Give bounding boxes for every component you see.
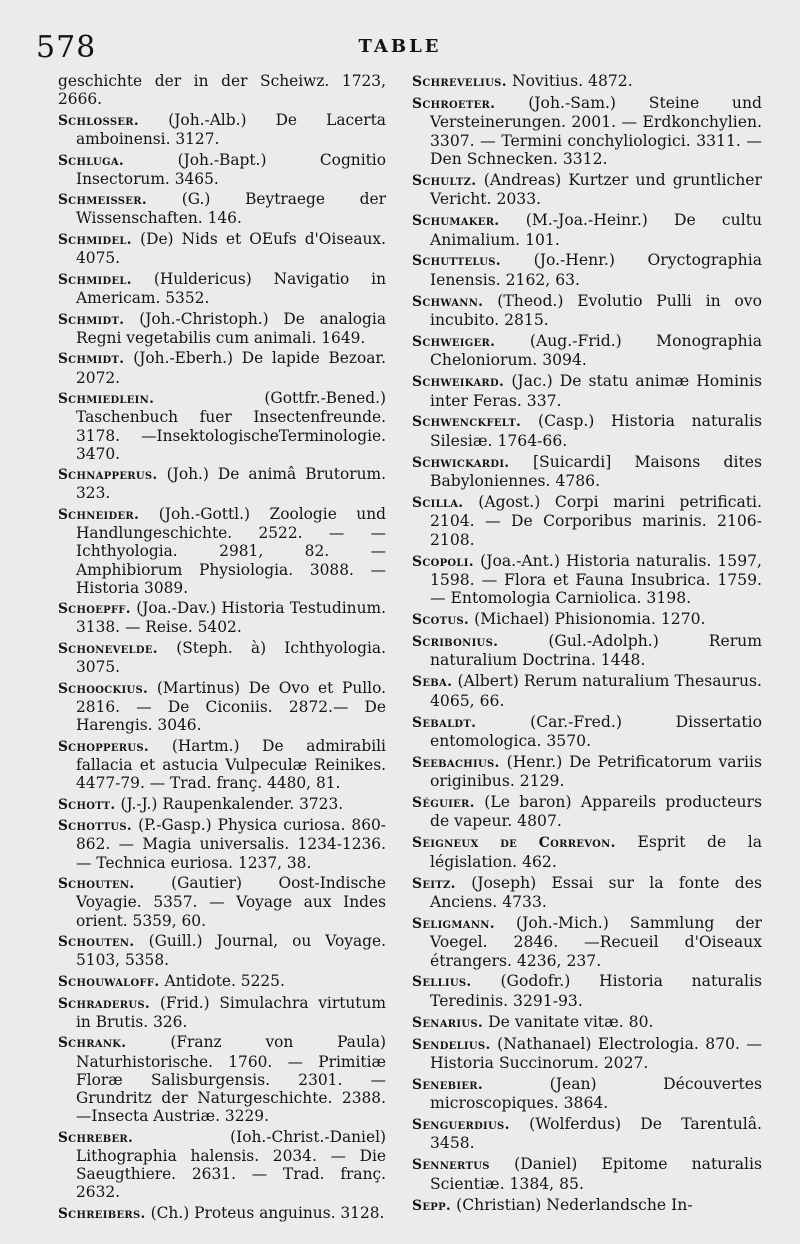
index-entry — [58, 465, 386, 502]
entry-headword: Sendelius. — [412, 1036, 491, 1053]
index-entry — [58, 190, 386, 227]
entry-headword: Sennertus — [412, 1157, 490, 1174]
entry-headword: Seba. — [412, 674, 453, 691]
entry-headword: Schmidel. — [58, 232, 132, 249]
entry-text: (Joh.-Alb.) De Lacerta amboinensi. 3127. — [76, 110, 386, 148]
entry-text: (Steph. à) Ichthyologia. 3075. — [76, 639, 386, 677]
entry-text: (Gul.-Adolph.) Rerum naturalium Doctrina. 1448. — [430, 632, 762, 670]
index-entry — [58, 389, 386, 463]
entry-headword: Schottus. — [58, 818, 132, 835]
entry-text: (Gottfr.-Bened.) Taschenbuch fuer Insectenfreunde. 3178. —InsektologischeTerminologie. 3470. — [76, 389, 386, 463]
entry-headword: Séguier. — [412, 795, 475, 811]
index-entry — [412, 493, 762, 549]
entry-headword: Schopperus. — [58, 738, 149, 755]
entry-headword: Schneider. — [58, 507, 140, 524]
entry-text: (Gautier) Oost-Indische Voyagie. 5357. — Voyage aux Indes orient. 5359, 60. — [76, 874, 386, 930]
entry-text: (Joh.-Sam.) Steine und Versteinerungen. 2001. — Erdkonchylien. 3307. — Termini conchyliologici. 3311. —Den Schnecken. 3312. — [430, 93, 762, 168]
index-entry — [412, 874, 762, 912]
entry-text: De vanitate vitæ. 80. — [488, 1012, 654, 1031]
entry-headword: Scopoli. — [412, 553, 474, 570]
index-entry — [58, 111, 386, 148]
entry-headword: Seligmann. — [412, 915, 495, 932]
entry-headword: Schouten. — [58, 934, 135, 951]
entry-headword: Senguerdius. — [412, 1117, 510, 1133]
index-entry — [58, 932, 386, 969]
entry-text: (Christian) Nederlandsche In- — [456, 1195, 693, 1214]
entry-headword: Schweikard. — [412, 374, 505, 391]
entry-text: (Aug.-Frid.) Monographia Cheloniorum. 3094. — [430, 331, 762, 370]
index-entry — [412, 610, 762, 629]
entry-headword: Scotus. — [412, 612, 470, 629]
index-entry — [412, 453, 762, 491]
index-entry — [58, 270, 386, 307]
index-entry — [412, 552, 762, 608]
index-entry — [412, 211, 762, 249]
entry-text: (Ch.) Proteus anguinus. 3128. — [150, 1203, 385, 1222]
entry-headword: Schultz. — [412, 172, 477, 189]
index-entry — [412, 171, 762, 209]
entry-text: (Nathanael) Electrologia. 870. — Historia Succinorum. 2027. — [430, 1034, 763, 1072]
index-entry — [58, 679, 386, 734]
entry-headword: Seebachius. — [412, 754, 500, 771]
entry-text: (Hartm.) De admirabili fallacia et astucia Vulpeculæ Reinikes. 4477-79. — Trad. franç. 4480, 81. — [76, 736, 386, 793]
entry-headword: Schwickardi. — [412, 454, 510, 471]
entry-headword: Schmidel. — [58, 271, 132, 288]
entry-text: (Henr.) De Petrificatorum variis originibus. 2129. — [430, 752, 762, 791]
page-number: 578 — [36, 30, 97, 65]
index-entry — [412, 292, 762, 330]
entry-text: (Car.-Fred.) Dissertatio entomologica. 3570. — [430, 712, 762, 750]
entry-headword: Schoepff. — [58, 601, 131, 618]
index-column-right — [412, 72, 762, 1217]
entry-text: (Theod.) Evolutio Pulli in ovo incubito. 2815. — [430, 291, 762, 329]
index-entry — [58, 1128, 386, 1202]
index-entry — [58, 816, 386, 871]
entry-text: (Jac.) De statu animæ Hominis inter Feras. 337. — [430, 372, 762, 410]
entry-text: (Wolferdus) De Tarentulâ. 3458. — [430, 1115, 762, 1153]
entry-text: geschichte der in der Scheiwz. 1723, 2666. — [58, 72, 386, 109]
index-entry — [412, 332, 762, 370]
entry-headword: Schwann. — [412, 293, 484, 310]
entry-text: (Guill.) Journal, ou Voyage. 5103, 5358. — [76, 932, 386, 970]
index-entry — [412, 793, 762, 831]
index-entry — [412, 1035, 762, 1073]
index-entry — [412, 251, 762, 289]
entry-headword: Sellius. — [412, 974, 472, 991]
entry-text: (Joa.-Dav.) Historia Testudinum. 3138. — Reise. 5402. — [76, 599, 386, 637]
entry-text: Antidote. 5225. — [164, 971, 285, 990]
index-entry — [58, 230, 386, 267]
index-entry — [412, 972, 762, 1010]
entry-headword: Sepp. — [412, 1197, 452, 1214]
index-entry — [58, 795, 386, 814]
entry-headword: Sebaldt. — [412, 714, 477, 731]
index-entry — [412, 753, 762, 791]
entry-text: (Joa.-Ant.) Historia naturalis. 1597, 1598. — Flora et Fauna Insubrica. 1759. — Entomologia Carniolica. 3198. — [430, 551, 763, 608]
index-entry — [58, 994, 386, 1031]
entry-text: (Joh.) De animâ Brutorum. 323. — [76, 465, 386, 503]
index-entry — [58, 1204, 386, 1223]
entry-headword: Schouwaloff. — [58, 973, 160, 990]
index-entry — [412, 713, 762, 751]
entry-headword: Schreibers. — [58, 1205, 146, 1222]
entry-text: (Jean) Découvertes microscopiques. 3864. — [430, 1074, 762, 1113]
index-entry — [412, 1013, 762, 1032]
entry-text: (Le baron) Appareils producteurs de vapeur. 4807. — [430, 793, 763, 831]
entry-text: (Joh.-Bapt.) Cognitio Insectorum. 3465. — [76, 150, 386, 188]
entry-headword: Schlosser. — [58, 112, 139, 129]
entry-text: (Jo.-Henr.) Oryctographia Ienensis. 2162, 63. — [430, 251, 762, 289]
entry-text: (Michael) Phisionomia. 1270. — [474, 610, 706, 629]
entry-text: (Andreas) Kurtzer und gruntlicher Vericht. 2033. — [430, 170, 762, 209]
entry-headword: Schmidt. — [58, 311, 125, 328]
index-entry — [58, 639, 386, 676]
entry-text: (Agost.) Corpi marini petrificati. 2104. — De Corporibus marinis. 2106-2108. — [430, 492, 762, 549]
entry-text: (Ioh.-Christ.-Daniel) Lithographia halensis. 2034. — Die Saeugthiere. 2631. — Trad. franç. 2632. — [76, 1127, 386, 1202]
entry-headword: Schroeter. — [412, 95, 496, 112]
entry-text: (P.-Gasp.) Physica curiosa. 860-862. — Magia universalis. 1234-1236. — Technica euriosa. 1237, 38. — [76, 816, 386, 872]
entry-text: (J.-J.) Raupenkalender. 3723. — [120, 794, 344, 813]
entry-text: Esprit de la législation. 462. — [430, 833, 763, 871]
entry-headword: Scilla. — [412, 494, 464, 511]
entry-text: (Joh.-Mich.) Sammlung der Voegel. 2846. —Recueil d'Oiseaux étrangers. 4236, 237. — [430, 913, 762, 970]
entry-text: (Joh.-Gottl.) Zoologie und Handlungeschichte. 2522. — — Ichthyologia. 2981, 82. — Amphibiorum Physiologia. 3088. —Historia 3089. — [76, 505, 386, 597]
index-entry — [58, 972, 386, 991]
entry-headword: Seitz. — [412, 875, 456, 892]
index-entry — [412, 1075, 762, 1113]
entry-headword: Schonevelde. — [58, 641, 158, 658]
index-entry — [412, 72, 762, 91]
entry-text: [Suicardi] Maisons dites Babyloniennes. 4786. — [430, 452, 763, 490]
entry-text: (Godofr.) Historia naturalis Teredinis. 3291-93. — [430, 972, 762, 1010]
index-entry — [58, 737, 386, 792]
index-entry — [412, 1196, 762, 1215]
index-entry — [58, 310, 386, 347]
entry-headword: Schraderus. — [58, 995, 150, 1012]
entry-headword: Schwenckfelt. — [412, 414, 522, 431]
index-entry — [58, 1033, 386, 1125]
entry-text: (Joh.-Christoph.) De analogia Regni vegetabilis cum animali. 1649. — [76, 309, 386, 347]
index-entry — [412, 833, 762, 871]
index-entry — [412, 914, 762, 970]
entry-headword: Schmiedlein. — [58, 391, 155, 408]
entry-text: (Albert) Rerum naturalium Thesaurus. 4065, 66. — [430, 672, 762, 710]
index-entry — [412, 672, 762, 710]
index-entry — [412, 1115, 762, 1153]
index-entry — [412, 94, 762, 169]
entry-text: (Huldericus) Navigatio in Americam. 5352. — [76, 269, 386, 308]
entry-headword: Seigneux de Correvon. — [412, 835, 616, 852]
entry-text: (Joh.-Eberh.) De lapide Bezoar. 2072. — [76, 349, 386, 387]
index-entry — [412, 632, 762, 670]
entry-text: (De) Nids et OEufs d'Oiseaux. 4075. — [76, 230, 386, 268]
entry-headword: Schuttelus. — [412, 253, 501, 270]
entry-headword: Schrevelius. — [412, 74, 507, 90]
index-entry — [58, 349, 386, 386]
entry-headword: Schott. — [58, 796, 116, 813]
index-entry — [412, 1155, 762, 1193]
entry-headword: Schreber. — [58, 1129, 134, 1146]
entry-headword: Schnapperus. — [58, 467, 158, 484]
index-entry — [412, 412, 762, 450]
entry-headword: Schumaker. — [412, 213, 500, 230]
index-entry — [412, 372, 762, 410]
entry-headword: Senebier. — [412, 1076, 484, 1093]
entry-headword: Schouten. — [58, 876, 135, 893]
index-column-left — [58, 72, 386, 1225]
index-entry — [58, 505, 386, 597]
entry-text: (Joseph) Essai sur la fonte des Anciens. 4733. — [430, 873, 763, 911]
index-entry — [58, 874, 386, 929]
running-title: TABLE — [358, 36, 442, 57]
index-entry — [58, 599, 386, 636]
entry-text: (Casp.) Historia naturalis Silesiæ. 1764-66. — [430, 412, 762, 450]
index-entry — [58, 72, 386, 108]
entry-text: (M.-Joa.-Heinr.) De cultu Animalium. 101. — [430, 211, 762, 249]
entry-text: (Daniel) Epitome naturalis Scientiæ. 1384, 85. — [430, 1155, 762, 1193]
entry-text: (Martinus) De Ovo et Pullo. 2816. — De Ciconiis. 2872.— De Harengis. 3046. — [76, 678, 386, 735]
entry-headword: Schweiger. — [412, 333, 496, 350]
entry-headword: Senarius. — [412, 1014, 484, 1031]
entry-text: (G.) Beytraege der Wissenschaften. 146. — [76, 190, 386, 228]
entry-headword: Schoockius. — [58, 680, 149, 697]
entry-text: (Frid.) Simulachra virtutum in Brutis. 326. — [76, 993, 386, 1031]
index-entry — [58, 151, 386, 188]
entry-headword: Schmidt. — [58, 351, 125, 368]
entry-text: (Franz von Paula) Naturhistorische. 1760. — Primitiæ Floræ Salisburgensis. 2301. — Grundritz der Naturgeschichte. 2388. —Insecta Austriæ. 3229. — [76, 1033, 386, 1125]
entry-headword: Schmeisser. — [58, 192, 147, 209]
entry-headword: Schrank. — [58, 1035, 127, 1052]
entry-headword: Schluga. — [58, 152, 124, 169]
entry-text: Novitius. 4872. — [511, 72, 633, 90]
entry-headword: Scribonius. — [412, 634, 499, 650]
